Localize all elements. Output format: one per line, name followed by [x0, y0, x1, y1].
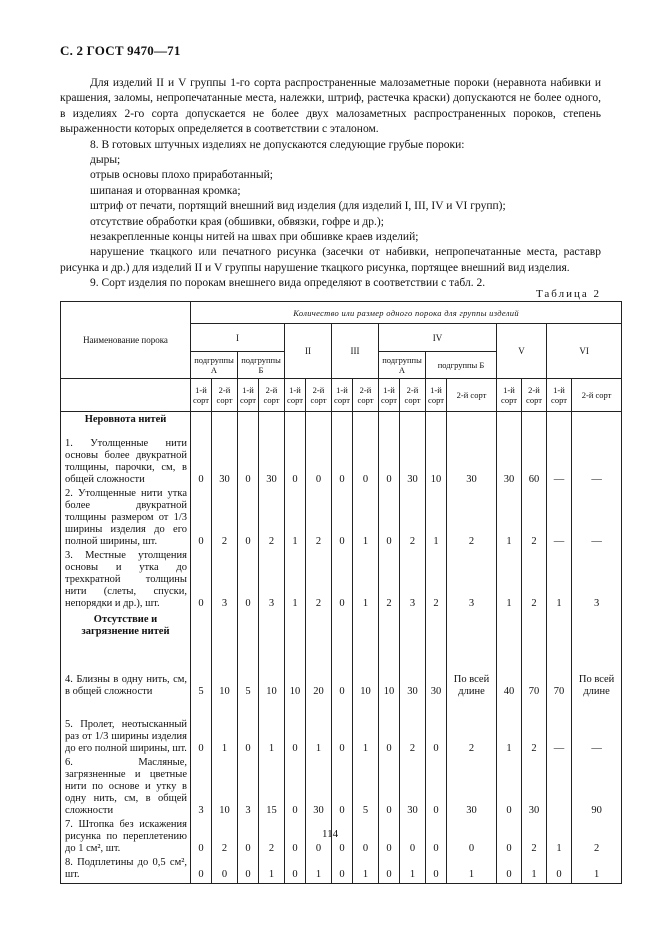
table-cell: 30	[447, 432, 497, 488]
table-cell-empty	[379, 612, 400, 640]
section-heading: Отсутствие и загрязнение нитей	[61, 612, 191, 640]
col-header-defect-name: Наименование порока	[61, 302, 191, 379]
page-number: 114	[322, 828, 339, 840]
table-cell: 1	[285, 550, 306, 612]
table-cell: 30	[259, 432, 285, 488]
table-cell: 0	[212, 857, 238, 884]
table-cell-empty	[212, 412, 238, 432]
table-cell: —	[572, 700, 622, 757]
table-cell: 0	[238, 819, 259, 857]
table-cell: 90	[572, 757, 622, 819]
paragraph: Для изделий II и V группы 1-го сорта распространенные малозаметные пороки (неравнота набивки и крашения, заломы, непропечатанные места, належки, штриф, растечка краски) допускаются не более одного, в изделиях 2-го сорта допускается не более двух малозаметных распространенных пороков, степень выраженности которых определяется в соответствии с эталоном.	[60, 77, 601, 136]
table-cell: 3	[400, 550, 426, 612]
table-cell: 10	[212, 757, 238, 819]
table-cell-empty	[497, 612, 522, 640]
table-cell: 30	[400, 640, 426, 700]
table-cell: 5	[238, 640, 259, 700]
table-cell: 1	[572, 857, 622, 884]
table-cell-empty	[259, 412, 285, 432]
table-cell: 0	[332, 819, 353, 857]
table-cell: 0	[400, 819, 426, 857]
sort-header: 2-й сорт	[353, 379, 379, 412]
paragraph: нарушение ткацкого или печатного рисунка (засечки от набивки, непропечатанные места, раставр рисунка и др.) для изделий II и V группы нарушение ткацкого рисунка, портящее внешний вид изделия.	[60, 246, 601, 274]
table-cell: 0	[497, 757, 522, 819]
table-cell: —	[572, 432, 622, 488]
sort-header: 1-й сорт	[191, 379, 212, 412]
table-cell: 0	[332, 757, 353, 819]
table-cell: 60	[522, 432, 547, 488]
table-cell-empty	[212, 612, 238, 640]
table-cell: 0	[353, 432, 379, 488]
table-cell: 2	[212, 819, 238, 857]
table-cell: 3	[238, 757, 259, 819]
table-cell: 0	[379, 757, 400, 819]
table-cell-empty	[306, 612, 332, 640]
table-cell: 40	[497, 640, 522, 700]
paragraph: 8. В готовых штучных изделиях не допускаются следующие грубые пороки:	[90, 138, 465, 151]
table-cell-empty	[306, 412, 332, 432]
table-row	[61, 640, 622, 700]
table-cell: 3	[572, 550, 622, 612]
table-cell: 0	[332, 550, 353, 612]
table-cell: 3	[212, 550, 238, 612]
paragraph: отсутствие обработки края (обшивки, обвязки, гофре и др.);	[90, 215, 384, 228]
defect-name: 2. Утолщенные нити утка более двукратной толщины размером от 1/3 ширины изделия до его полной ширины, шт.	[61, 488, 191, 550]
defect-name: 7. Штопка без искажения рисунка по переплетению до 1 см², шт.	[61, 819, 191, 857]
table-cell: 0	[426, 857, 447, 884]
paragraph: незакрепленные концы нитей на швах при обшивке краев изделий;	[90, 231, 419, 244]
table-cell-empty	[353, 412, 379, 432]
paragraph: штриф от печати, портящий внешний вид изделия (для изделий I, III, IV и VI групп);	[90, 200, 506, 213]
table-row	[61, 819, 622, 857]
sort-header: 2-й сорт	[212, 379, 238, 412]
table-cell: 0	[332, 700, 353, 757]
table-cell: 10	[426, 432, 447, 488]
table-cell-empty	[400, 612, 426, 640]
table-cell: 1	[212, 700, 238, 757]
sort-header: 2-й сорт	[306, 379, 332, 412]
table-cell: 2	[212, 488, 238, 550]
table-cell: 1	[447, 857, 497, 884]
table-cell-empty	[353, 612, 379, 640]
body-text	[60, 76, 601, 292]
table-cell: 1	[306, 700, 332, 757]
group-header-V: V	[497, 324, 547, 379]
table-cell: 20	[306, 640, 332, 700]
table-cell: 2	[426, 550, 447, 612]
table-cell: 0	[238, 432, 259, 488]
table-cell: 1	[547, 550, 572, 612]
table-cell: 30	[497, 432, 522, 488]
table-cell: 1	[497, 550, 522, 612]
subgroup-I-B: подгруппы Б	[238, 352, 285, 379]
table-cell: 30	[212, 432, 238, 488]
table-cell: 2	[379, 550, 400, 612]
table-cell: 10	[212, 640, 238, 700]
table-cell-empty	[332, 612, 353, 640]
table-cell: 1	[353, 857, 379, 884]
defect-name: 3. Местные утолщения основы и утка до трехкратной толщины нити (слеты, спуски, непорядки и др.), шт.	[61, 550, 191, 612]
sort-header: 2-й сорт	[447, 379, 497, 412]
table-cell: 1	[497, 700, 522, 757]
table-cell-empty	[332, 412, 353, 432]
table-cell: 0	[285, 700, 306, 757]
table-cell: 0	[332, 857, 353, 884]
table-cell: 10	[353, 640, 379, 700]
table-cell: 2	[447, 700, 497, 757]
table-row	[61, 488, 622, 550]
table-cell: 1	[426, 488, 447, 550]
table-cell: —	[547, 488, 572, 550]
table-cell-empty	[426, 412, 447, 432]
defect-name: 5. Пролет, неотысканный раз от 1/3 ширины изделия до его полной ширины, шт.	[61, 700, 191, 757]
sort-header: 1-й сорт	[497, 379, 522, 412]
table-cell: 0	[306, 432, 332, 488]
sort-header: 1-й сорт	[379, 379, 400, 412]
table-cell-empty	[285, 612, 306, 640]
table-cell: 5	[191, 640, 212, 700]
defect-name: 1. Утолщенные нити основы более двукратной толщины, парочки, см, в общей сложности	[61, 432, 191, 488]
table-cell-empty	[238, 412, 259, 432]
table-cell: 0	[379, 432, 400, 488]
table-cell: 10	[285, 640, 306, 700]
table-cell: 1	[353, 700, 379, 757]
page-header: С. 2 ГОСТ 9470—71	[60, 43, 181, 58]
table-cell: 2	[306, 550, 332, 612]
table-cell: 30	[400, 432, 426, 488]
group-header-II: II	[285, 324, 332, 379]
table-cell: 1	[353, 488, 379, 550]
table-cell: 0	[497, 857, 522, 884]
group-header-I: I	[191, 324, 285, 352]
table-cell: —	[572, 488, 622, 550]
table-cell: 0	[285, 857, 306, 884]
table-cell: 0	[379, 488, 400, 550]
table-cell: 30	[522, 757, 547, 819]
table-cell-empty	[426, 612, 447, 640]
table-cell: —	[547, 432, 572, 488]
paragraph: дыры;	[90, 154, 121, 167]
table-cell: 0	[426, 819, 447, 857]
table-cell: 0	[332, 432, 353, 488]
table-cell-empty	[522, 612, 547, 640]
table-cell-empty	[447, 412, 497, 432]
table-cell: 0	[426, 700, 447, 757]
table-cell: 0	[447, 819, 497, 857]
table-cell: 0	[306, 819, 332, 857]
table-cell: 1	[306, 857, 332, 884]
sort-header: 1-й сорт	[238, 379, 259, 412]
table-cell: 0	[547, 857, 572, 884]
table-cell: 0	[191, 488, 212, 550]
table-cell: 1	[353, 550, 379, 612]
table-cell-empty	[547, 412, 572, 432]
table-cell: По всей длине	[447, 640, 497, 700]
table-cell-empty	[191, 412, 212, 432]
table-cell-empty	[259, 612, 285, 640]
subgroup-IV-B: подгруппы Б	[426, 352, 497, 379]
table-cell: 3	[191, 757, 212, 819]
table-cell: 0	[238, 700, 259, 757]
table-cell: 10	[379, 640, 400, 700]
table-cell: 0	[332, 488, 353, 550]
table-cell: 30	[426, 640, 447, 700]
defects-table	[60, 301, 622, 884]
table-row	[61, 550, 622, 612]
table-cell-empty	[547, 612, 572, 640]
table-cell-empty	[572, 412, 622, 432]
sort-header: 1-й сорт	[426, 379, 447, 412]
table-cell: 0	[191, 819, 212, 857]
sort-header: 2-й сорт	[572, 379, 622, 412]
table-cell: 2	[572, 819, 622, 857]
table-cell: 0	[191, 550, 212, 612]
defect-name: 4. Близны в одну нить, см, в общей сложности	[61, 640, 191, 700]
table-cell: 0	[191, 857, 212, 884]
paragraph: шипаная и оторванная кромка;	[90, 184, 241, 197]
group-header-IV: IV	[379, 324, 497, 352]
table-cell: 0	[497, 819, 522, 857]
table-cell-empty	[572, 612, 622, 640]
table-cell: 3	[447, 550, 497, 612]
table-cell: 1	[400, 857, 426, 884]
table-cell: 1	[259, 857, 285, 884]
table-cell-empty	[238, 612, 259, 640]
table-cell: 2	[306, 488, 332, 550]
sort-header: 2-й сорт	[522, 379, 547, 412]
paragraph: 9. Сорт изделия по порокам внешнего вида определяют в соответствии с табл. 2.	[90, 277, 486, 290]
subgroup-I-A: подгруппы А	[191, 352, 238, 379]
table-cell: 0	[238, 488, 259, 550]
table-cell: 0	[379, 857, 400, 884]
table-cell: 0	[353, 819, 379, 857]
table-cell: 0	[191, 700, 212, 757]
table-cell: 15	[259, 757, 285, 819]
table-cell: 2	[447, 488, 497, 550]
table-cell: 0	[332, 640, 353, 700]
table-caption: Таблица 2	[535, 288, 601, 300]
table-cell-empty	[379, 412, 400, 432]
sort-header: 1-й сорт	[547, 379, 572, 412]
section-heading: Неровнота нитей	[61, 412, 191, 432]
table-cell: 30	[400, 757, 426, 819]
table-cell: 2	[522, 550, 547, 612]
table-cell-empty	[191, 612, 212, 640]
table-cell-empty	[497, 412, 522, 432]
table-cell: По всей длине	[572, 640, 622, 700]
table-cell: 70	[547, 640, 572, 700]
table-row	[61, 757, 622, 819]
table-cell: 0	[285, 819, 306, 857]
table-cell: 0	[238, 857, 259, 884]
table-row	[61, 432, 622, 488]
table-cell: 0	[379, 700, 400, 757]
table-cell: 10	[259, 640, 285, 700]
subgroup-IV-A: подгруппы А	[379, 352, 426, 379]
table-cell: 30	[306, 757, 332, 819]
table-cell: 2	[522, 700, 547, 757]
table-cell: 3	[259, 550, 285, 612]
table-cell: 0	[238, 550, 259, 612]
table-cell-empty	[447, 612, 497, 640]
table-cell: 2	[522, 819, 547, 857]
defect-name: 6. Масляные, загрязненные и цветные нити по основе и утку в одну нить, см, в общей сложности	[61, 757, 191, 819]
table-cell: 0	[379, 819, 400, 857]
table-cell-empty	[285, 412, 306, 432]
table-cell: 2	[400, 488, 426, 550]
table-cell-empty	[400, 412, 426, 432]
table-row	[61, 700, 622, 757]
table-cell: 70	[522, 640, 547, 700]
table-cell: 1	[285, 488, 306, 550]
table-cell: 0	[191, 432, 212, 488]
defect-name: 8. Подплетины до 0,5 см², шт.	[61, 857, 191, 884]
sort-header: 2-й сорт	[400, 379, 426, 412]
table-cell	[547, 757, 572, 819]
table-cell: 0	[426, 757, 447, 819]
sort-row-blank	[61, 379, 191, 412]
table-cell-empty	[522, 412, 547, 432]
table-cell: —	[547, 700, 572, 757]
table-cell: 5	[353, 757, 379, 819]
group-header-III: III	[332, 324, 379, 379]
col-header-top: Количество или размер одного порока для группы изделий	[191, 302, 622, 324]
table-cell: 1	[259, 700, 285, 757]
sort-header: 1-й сорт	[332, 379, 353, 412]
table-cell: 1	[522, 857, 547, 884]
table-cell: 2	[522, 488, 547, 550]
sort-header: 2-й сорт	[259, 379, 285, 412]
table-cell: 2	[259, 819, 285, 857]
table-row	[61, 857, 622, 884]
table-cell: 1	[547, 819, 572, 857]
table-cell: 0	[285, 757, 306, 819]
group-header-VI: VI	[547, 324, 622, 379]
paragraph: отрыв основы плохо приработанный;	[90, 169, 273, 182]
sort-header: 1-й сорт	[285, 379, 306, 412]
table-cell: 2	[259, 488, 285, 550]
table-cell: 0	[285, 432, 306, 488]
table-cell: 1	[497, 488, 522, 550]
table-cell: 2	[400, 700, 426, 757]
table-cell: 30	[447, 757, 497, 819]
